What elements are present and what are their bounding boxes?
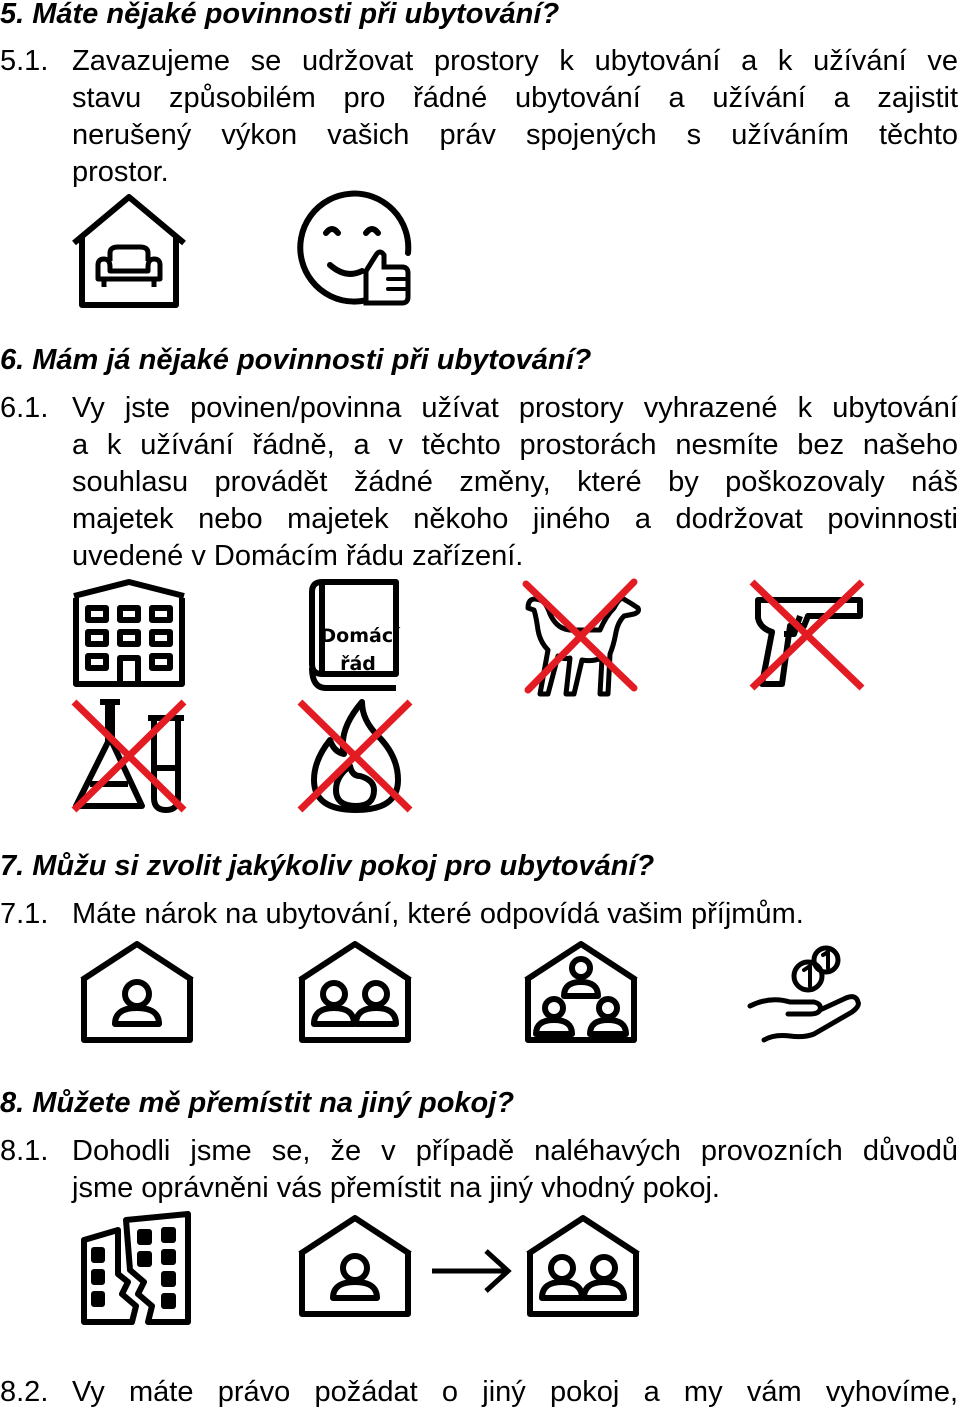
item-number-8-2: 8.2. (0, 1376, 49, 1408)
house-family-icon (522, 940, 640, 1044)
house-one-person-icon (296, 1214, 414, 1318)
house-two-persons-icon (524, 1214, 642, 1318)
item-number-5-1: 5.1. (0, 45, 49, 77)
heading-6: 6. Mám já nějaké povinnosti při ubytování? (0, 344, 592, 376)
house-two-persons-icon (296, 940, 414, 1044)
book-label-line-2: řád (340, 653, 376, 675)
no-dogs-icon (520, 578, 640, 692)
building-icon (70, 578, 188, 688)
paragraph-5-1: Zavazujeme se udržovat prostory k ubytování a k užívání ve stavu způsobilém pro řádné ubytování a užívání a zajistit nerušený výkon vašich práv spojených s užíváním těchto prostor. (72, 45, 958, 188)
paragraph-8-2: Vy máte právo požádat o jiný pokoj a my vám vyhovíme, (72, 1376, 958, 1408)
no-guns-icon (748, 578, 866, 692)
heading-8: 8. Můžete mě přemístit na jiný pokoj? (0, 1087, 515, 1119)
paragraph-7-1: Máte nárok na ubytování, které odpovídá vašim příjmům. (72, 898, 804, 930)
book-label-line-1: Domácí (320, 625, 400, 647)
no-fire-icon (296, 698, 414, 814)
heading-7: 7. Můžu si zvolit jakýkoliv pokoj pro ubytování? (0, 850, 655, 882)
house-armchair-icon (70, 193, 188, 309)
item-number-6-1: 6.1. (0, 392, 49, 424)
item-number-8-1: 8.1. (0, 1135, 49, 1167)
item-number-7-1: 7.1. (0, 898, 49, 930)
hand-coins-icon (748, 944, 866, 1048)
damaged-building-icon (78, 1210, 198, 1326)
no-chemicals-icon (70, 698, 188, 814)
arrow-right-icon (430, 1246, 512, 1296)
paragraph-8-1: Dohodli jsme se, že v případě naléhavých provozních důvodů jsme oprávněni vás přemístit na jiný vhodný pokoj. (72, 1135, 958, 1204)
house-one-person-icon (78, 940, 196, 1044)
house-rules-book-icon (308, 578, 400, 692)
paragraph-6-1: Vy jste povinen/povinna užívat prostory vyhrazené k ubytování a k užívání řádně, a v těchto prostorách nesmíte bez našeho souhlasu provádět žádné změny, které by poškozovaly náš majetek nebo majetek někoho jiného a dodržovat povinnosti uvedené v Domácím řádu zařízení. (72, 392, 958, 572)
smiley-thumbs-up-icon (296, 193, 416, 309)
heading-5: 5. Máte nějaké povinnosti při ubytování? (0, 0, 560, 30)
